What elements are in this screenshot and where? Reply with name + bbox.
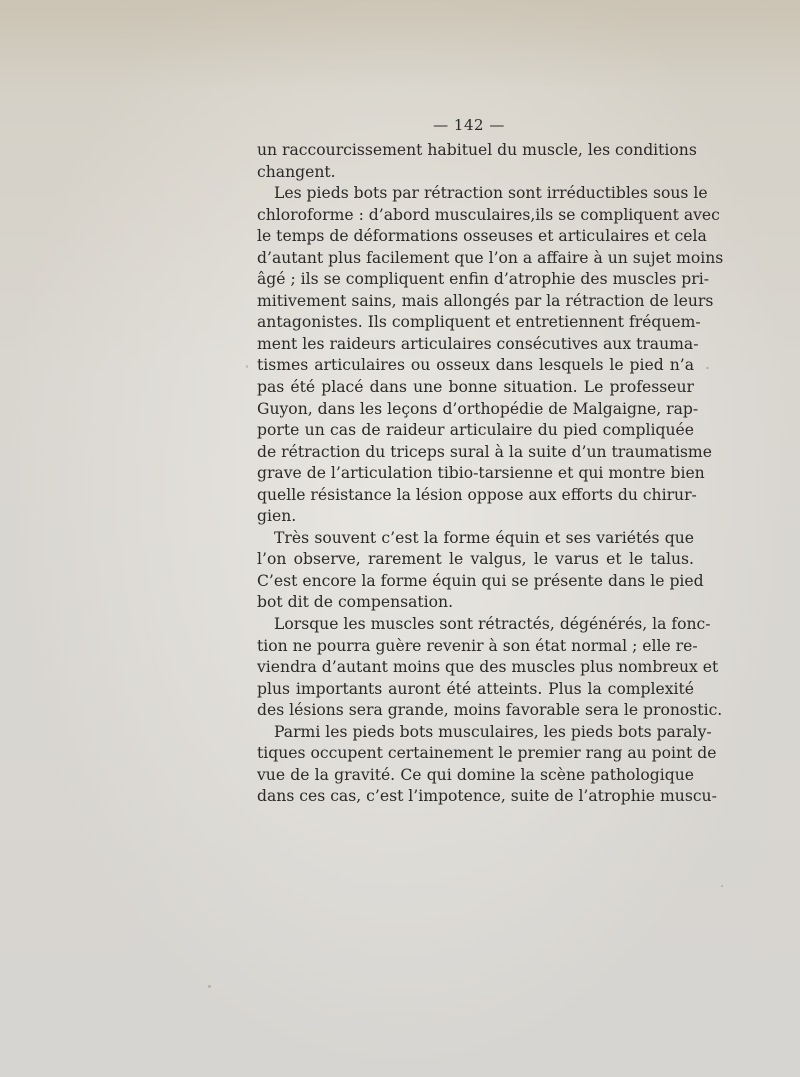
text-line: le temps de déformations osseuses et articulaires et cela [257, 227, 707, 246]
text-line: mitivement sains, mais allongés par la rétraction de leurs [257, 291, 714, 310]
text-line: tion ne pourra guère revenir à son état normal ; elle re- [257, 636, 698, 655]
body-text [257, 140, 724, 808]
text-line: ment les raideurs articulaires consécutives aux trauma- [257, 334, 699, 353]
text-line: d’autant plus facilement que l’on a affaire à un sujet moins [257, 248, 724, 267]
paper-speck [721, 885, 723, 887]
text-line: chloroforme : d’abord musculaires,ils se compliquent avec [257, 205, 720, 224]
text-line: antagonistes. Ils compliquent et entretiennent fréquem- [257, 313, 701, 332]
text-line: Guyon, dans les leçons d’orthopédie de Malgaigne, rap- [257, 399, 699, 418]
text-line: C’est encore la forme équin qui se présente dans le pied [257, 571, 704, 590]
text-line: de rétraction du triceps sural à la suite d’un traumatisme [257, 442, 712, 461]
text-line: Lorsque les muscles sont rétractés, dégénérés, la fonc- [274, 615, 711, 634]
text-line: des lésions sera grande, moins favorable sera le pronostic. [257, 701, 723, 720]
text-line: quelle résistance la lésion oppose aux efforts du chirur- [257, 485, 697, 504]
text-line: viendra d’autant moins que des muscles plus nombreux et [257, 658, 719, 677]
text-line: dans ces cas, c’est l’impotence, suite de l’atrophie muscu- [257, 787, 717, 806]
paper-speck [208, 985, 211, 988]
text-line: bot dit de compensation. [257, 593, 454, 612]
text-line: plus importants auront été atteints. Plus la complexité [257, 679, 694, 698]
text-line: porte un cas de raideur articulaire du pied compliquée [257, 421, 694, 440]
text-line: âgé ; ils se compliquent enfin d’atrophie des muscles pri- [257, 270, 709, 289]
paper-speck [246, 365, 248, 368]
paper-discoloration [0, 0, 800, 90]
text-line: grave de l’articulation tibio-tarsienne et qui montre bien [257, 464, 705, 483]
text-line: l’on observe, rarement le valgus, le varus et le talus. [257, 550, 694, 569]
page-number: — 142 — [433, 116, 505, 134]
text-line: vue de la gravité. Ce qui domine la scène pathologique [257, 765, 694, 784]
text-line: gien. [257, 507, 297, 526]
text-line: un raccourcissement habituel du muscle, les conditions [257, 141, 697, 159]
text-line: Très souvent c’est la forme équin et ses variétés que [274, 528, 694, 547]
paper-speck [706, 367, 709, 369]
text-line: Les pieds bots par rétraction sont irréductibles sous le [274, 184, 708, 203]
text-line: pas été placé dans une bonne situation. Le professeur [257, 378, 694, 397]
text-line: Parmi les pieds bots musculaires, les pieds bots paraly- [274, 722, 712, 741]
text-line: tiques occupent certainement le premier rang au point de [257, 744, 717, 763]
text-line: tismes articulaires ou osseux dans lesquels le pied n’a [257, 356, 694, 375]
text-line: changent. [257, 162, 336, 181]
